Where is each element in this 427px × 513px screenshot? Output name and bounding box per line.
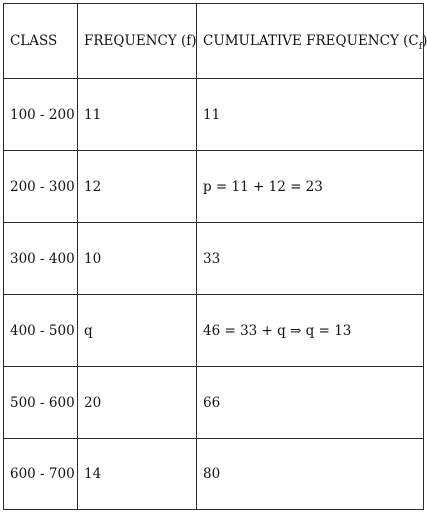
header-cumulative-suffix: )	[422, 33, 427, 49]
cell-frequency: 11	[78, 79, 197, 151]
cell-class: 200 - 300	[4, 151, 78, 223]
table-row	[4, 295, 424, 367]
cell-class: 100 - 200	[4, 79, 78, 151]
table-row	[4, 367, 424, 439]
frequency-table	[3, 3, 427, 510]
cell-cumulative: 46 = 33 + q ⇒ q = 13	[197, 295, 424, 367]
cell-class: 300 - 400	[4, 223, 78, 295]
cell-cumulative: 80	[197, 439, 424, 510]
table-row	[4, 79, 424, 151]
header-cumulative-frequency	[197, 4, 427, 79]
cell-class: 600 - 700	[4, 439, 78, 510]
table-row	[4, 151, 424, 223]
header-cumulative-subscript: f	[418, 42, 423, 52]
cell-frequency: 12	[78, 151, 197, 223]
table-row	[4, 223, 424, 295]
header-cumulative-prefix: CUMULATIVE FREQUENCY (C	[203, 33, 419, 49]
table-row	[4, 439, 424, 510]
cell-frequency: 10	[78, 223, 197, 295]
header-class: CLASS	[4, 4, 78, 79]
cell-frequency: 20	[78, 367, 197, 439]
cell-frequency: q	[78, 295, 197, 367]
cell-cumulative: 33	[197, 223, 424, 295]
cell-cumulative: p = 11 + 12 = 23	[197, 151, 424, 223]
cell-cumulative: 66	[197, 367, 424, 439]
cell-class: 500 - 600	[4, 367, 78, 439]
header-frequency: FREQUENCY (f)	[78, 4, 197, 79]
table-header-row	[4, 4, 424, 79]
cell-cumulative: 11	[197, 79, 424, 151]
cell-frequency: 14	[78, 439, 197, 510]
cell-class: 400 - 500	[4, 295, 78, 367]
